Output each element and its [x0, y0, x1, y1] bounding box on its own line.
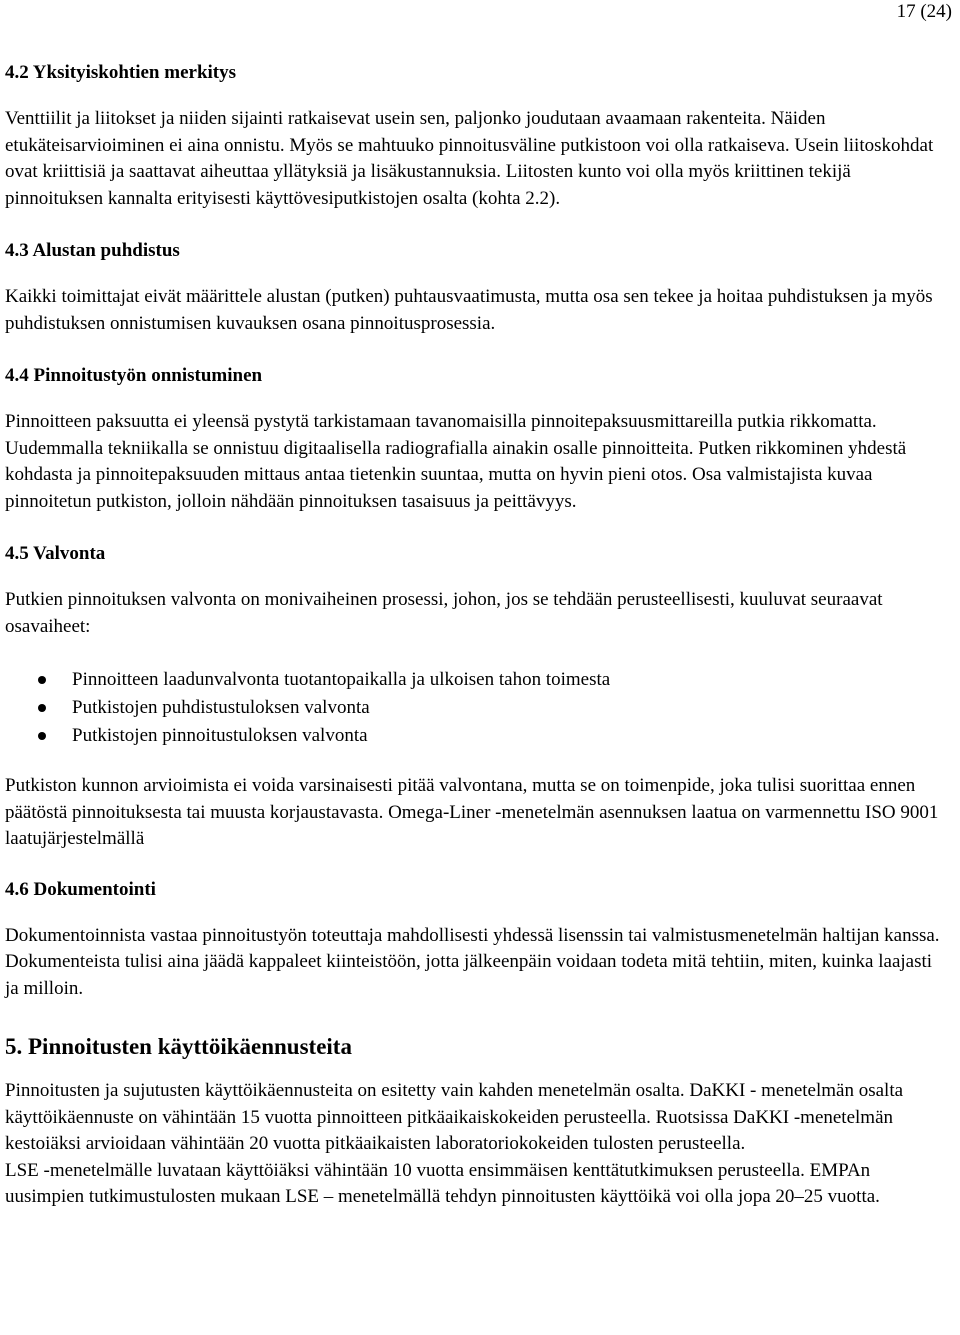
- section-paragraph: Dokumentoinnista vastaa pinnoitustyön toteuttaja mahdollisesti yhdessä lisenssin tai valmistusmenetelmän haltijan kanssa. Dokumenteista tulisi aina jäädä kappaleet kiinteistöön, jotta jälkeenpäin voidaan todeta mitä tehtiin, miten, kuinka laajasti ja milloin.: [5, 924, 940, 999]
- bullet-list: [5, 666, 950, 750]
- bullet-icon: [38, 732, 46, 740]
- section-5: [5, 1032, 950, 1211]
- bullet-icon: [38, 676, 46, 684]
- section-4-2: [5, 60, 950, 212]
- section-4-3: [5, 238, 950, 337]
- section-paragraph: Venttiilit ja liitokset ja niiden sijainti ratkaisevat usein sen, paljonko joudutaan avaamaan rakenteita. Näiden etukäteisarvioiminen ei aina onnistu. Myös se mahtuuko pinnoitusväline putkistoon voi olla ratkaiseva. Usein liitoskohdat ovat kriittisiä ja saattavat aiheuttaa yllätyksiä ja lisäkustannuksia. Liitosten kunto voi olla myös kriittinen tekijä pinnoituksen kannalta erityisesti käyttövesiputkistojen osalta (kohta 2.2).: [5, 108, 934, 209]
- list-item: Pinnoitteen laadunvalvonta tuotantopaikalla ja ulkoisen tahon toimesta: [5, 666, 950, 694]
- page-number: 17 (24): [896, 1, 952, 22]
- section-heading: 4.4 Pinnoitustyön onnistuminen: [5, 365, 263, 386]
- section-paragraph: Putkiston kunnon arvioimista ei voida varsinaisesti pitää valvontana, mutta se on toimenpide, joka tulisi suorittaa ennen päätöstä pinnoituksesta tai muusta korjaustavasta. Omega-Liner -menetelmän asennuksen laatua on varmennettu ISO 9001 laatujärjestelmällä: [5, 775, 939, 849]
- section-heading: 4.6 Dokumentointi: [5, 878, 156, 900]
- section-4-6: [5, 877, 950, 1003]
- section-paragraph: Putkien pinnoituksen valvonta on monivaiheinen prosessi, johon, jos se tehdään perusteellisesti, kuuluvat seuraavat osavaiheet:: [5, 589, 883, 637]
- section-heading: 4.2 Yksityiskohtien merkitys: [5, 62, 237, 83]
- section-heading: 4.3 Alustan puhdistus: [5, 240, 180, 261]
- list-item: Putkistojen pinnoitustuloksen valvonta: [5, 722, 950, 750]
- section-paragraph: Kaikki toimittajat eivät määrittele alustan (putken) puhtausvaatimusta, mutta osa sen tekee ja hoitaa puhdistuksen ja myös puhdistuksen onnistumisen kuvauksen osana pinnoitusprosessia.: [5, 286, 933, 334]
- section-paragraph: LSE -menetelmälle luvataan käyttöiäksi vähintään 10 vuotta ensimmäisen kenttätutkimuksen perusteella. EMPAn uusimpien tutkimustulosten mukaan LSE – menetelmällä tehdyn pinnoitusten käyttöikä voi olla jopa 20–25 vuotta.: [5, 1159, 880, 1207]
- section-paragraph: Pinnoitusten ja sujutusten käyttöikäennusteita on esitetty vain kahden menetelmän osalta. DaKKI - menetelmän osalta käyttöikäennuste on vähintään 15 vuotta pinnoitteen pitkäaikaiskokeiden perusteella. Ruotsissa DaKKI -menetelmän kestoiäksi arvioidaan vähintään 20 vuotta pitkäaikaisten laboratoriokokeiden tulosten perusteella.: [5, 1080, 904, 1154]
- bullet-icon: [38, 704, 46, 712]
- section-4-4: [5, 363, 950, 515]
- section-heading: 4.5 Valvonta: [5, 543, 106, 564]
- chapter-heading: 5. Pinnoitusten käyttöikäennusteita: [5, 1034, 352, 1059]
- section-4-5: [5, 541, 950, 853]
- section-paragraph: Pinnoitteen paksuutta ei yleensä pystytä tarkistamaan tavanomaisilla pinnoitepaksuusmittareilla putkia rikkomatta. Uudemmalla tekniikalla se onnistuu digitaalisella radiografialla ainakin osalle pinnoitteita. Putken rikkominen yhdestä kohdasta ja pinnoitepaksuuden mittaus antaa tietenkin suuntaa, mutta on hyvin pieni otos. Osa valmistajista kuvaa pinnoitetun putkiston, jolloin nähdään pinnoituksen tasaisuus ja peittävyys.: [5, 411, 907, 512]
- document-body: [5, 60, 950, 1211]
- list-item: Putkistojen puhdistustuloksen valvonta: [5, 694, 950, 722]
